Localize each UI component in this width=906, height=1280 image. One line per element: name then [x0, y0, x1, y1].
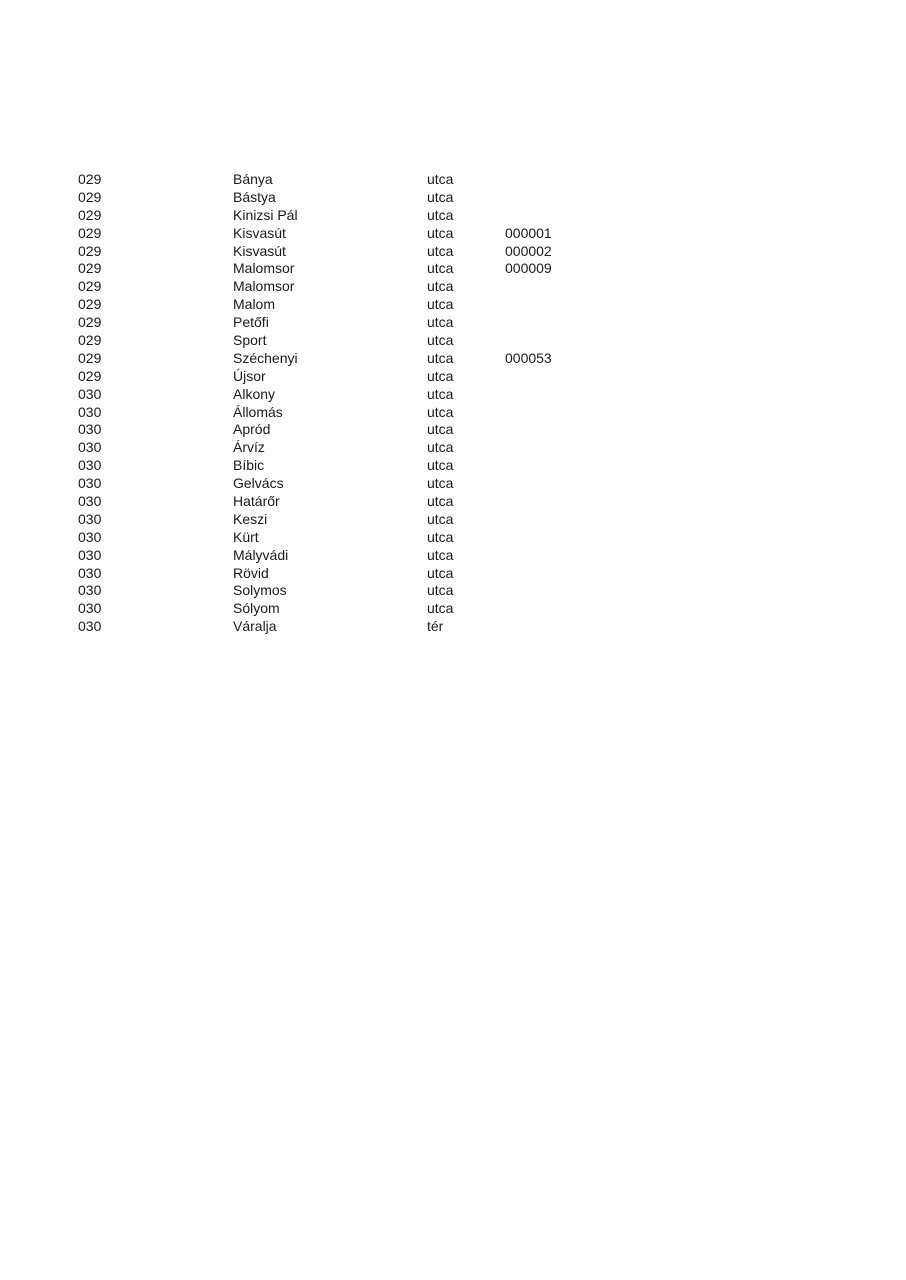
district-code-cell: 030	[78, 600, 102, 617]
table-row	[78, 600, 578, 618]
table-row	[78, 404, 578, 422]
table-row	[78, 439, 578, 457]
street-name-cell: Bánya	[233, 171, 273, 187]
street-type-cell: utca	[427, 475, 454, 492]
table-row	[78, 278, 578, 296]
table-row	[78, 547, 578, 565]
district-code-cell: 029	[78, 314, 102, 331]
district-code-cell: 030	[78, 546, 102, 563]
street-name-cell: Kisvasút	[233, 242, 286, 259]
street-name-cell: Határőr	[233, 493, 280, 510]
street-type-cell: tér	[427, 618, 444, 635]
table-row	[78, 493, 578, 511]
district-code-cell: 029	[78, 260, 102, 277]
house-number-cell: 000009	[505, 260, 552, 277]
table-row	[78, 350, 578, 368]
street-name-cell: Apród	[233, 421, 271, 438]
table-row	[78, 260, 578, 278]
district-code-cell: 030	[78, 385, 102, 402]
street-type-cell: utca	[427, 224, 454, 241]
house-number-cell: 000053	[505, 349, 552, 366]
district-code-cell: 029	[78, 206, 102, 223]
table-row	[78, 171, 578, 189]
district-code-cell: 029	[78, 349, 102, 366]
street-name-cell: Solymos	[233, 582, 287, 599]
table-row	[78, 582, 578, 600]
table-row	[78, 618, 578, 636]
street-name-cell: Bástya	[233, 188, 276, 205]
table-row	[78, 386, 578, 404]
street-type-cell: utca	[427, 385, 454, 402]
street-type-cell: utca	[427, 493, 454, 510]
district-code-cell: 030	[78, 403, 102, 420]
district-code-cell: 030	[78, 582, 102, 599]
table-row	[78, 421, 578, 439]
street-name-cell: Újsor	[233, 367, 266, 384]
street-name-cell: Keszi	[233, 510, 268, 527]
street-type-cell: utca	[427, 242, 454, 259]
district-code-cell: 029	[78, 171, 102, 187]
table-row	[78, 565, 578, 583]
street-type-cell: utca	[427, 582, 454, 599]
district-code-cell: 029	[78, 188, 102, 205]
street-type-cell: utca	[427, 332, 454, 349]
street-type-cell: utca	[427, 600, 454, 617]
table-row	[78, 314, 578, 332]
table-row	[78, 368, 578, 386]
street-name-cell: Rövid	[233, 564, 269, 581]
district-code-cell: 029	[78, 224, 102, 241]
district-code-cell: 029	[78, 242, 102, 259]
street-name-cell: Gelvács	[233, 475, 284, 492]
street-name-cell: Állomás	[233, 403, 283, 420]
table-row	[78, 296, 578, 314]
district-code-cell: 030	[78, 421, 102, 438]
street-name-cell: Mályvádi	[233, 546, 289, 563]
table-row	[78, 207, 578, 225]
table-row	[78, 457, 578, 475]
district-code-cell: 030	[78, 475, 102, 492]
street-type-cell: utca	[427, 546, 454, 563]
street-name-cell: Malomsor	[233, 278, 295, 295]
street-name-cell: Kisvasút	[233, 224, 286, 241]
street-name-cell: Malomsor	[233, 260, 295, 277]
street-name-cell: Alkony	[233, 385, 276, 402]
street-type-cell: utca	[427, 421, 454, 438]
district-code-cell: 029	[78, 332, 102, 349]
street-name-cell: Kinizsi Pál	[233, 206, 298, 223]
district-code-cell: 029	[78, 367, 102, 384]
street-type-cell: utca	[427, 206, 454, 223]
district-code-cell: 030	[78, 510, 102, 527]
street-name-cell: Széchenyi	[233, 349, 298, 366]
street-type-cell: utca	[427, 439, 454, 456]
street-type-cell: utca	[427, 403, 454, 420]
house-number-cell: 000001	[505, 224, 552, 241]
street-name-cell: Sólyom	[233, 600, 280, 617]
street-type-cell: utca	[427, 367, 454, 384]
street-type-cell: utca	[427, 171, 454, 187]
district-code-cell: 029	[78, 296, 102, 313]
district-code-cell: 030	[78, 618, 102, 635]
table-row	[78, 332, 578, 350]
street-type-cell: utca	[427, 528, 454, 545]
street-name-cell: Bíbic	[233, 457, 265, 474]
street-type-cell: utca	[427, 188, 454, 205]
street-type-cell: utca	[427, 510, 454, 527]
street-type-cell: utca	[427, 564, 454, 581]
district-code-cell: 030	[78, 528, 102, 545]
street-type-cell: utca	[427, 296, 454, 313]
house-number-cell: 000002	[505, 242, 552, 259]
district-code-cell: 029	[78, 278, 102, 295]
table-row	[78, 529, 578, 547]
street-name-cell: Petőfi	[233, 314, 269, 331]
street-name-cell: Váralja	[233, 618, 277, 635]
table-row	[78, 511, 578, 529]
table-row	[78, 225, 578, 243]
table-row	[78, 189, 578, 207]
table-row	[78, 243, 578, 261]
street-name-cell: Sport	[233, 332, 267, 349]
district-code-cell: 030	[78, 439, 102, 456]
street-name-cell: Malom	[233, 296, 276, 313]
district-code-cell: 030	[78, 564, 102, 581]
street-list-table	[78, 171, 578, 636]
district-code-cell: 030	[78, 493, 102, 510]
street-type-cell: utca	[427, 260, 454, 277]
street-type-cell: utca	[427, 457, 454, 474]
street-type-cell: utca	[427, 349, 454, 366]
street-name-cell: Kürt	[233, 528, 259, 545]
district-code-cell: 030	[78, 457, 102, 474]
street-type-cell: utca	[427, 314, 454, 331]
street-name-cell: Árvíz	[233, 439, 265, 456]
street-type-cell: utca	[427, 278, 454, 295]
table-row	[78, 475, 578, 493]
